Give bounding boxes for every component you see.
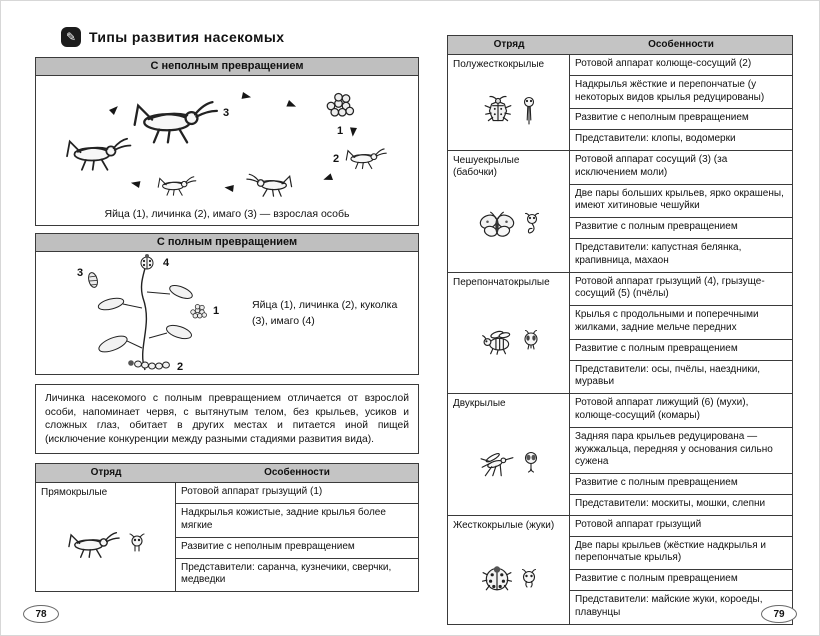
feature-cell: Ротовой аппарат лижущий (6) (мухи), колюще-сосущий (комары) [570, 394, 792, 428]
stage-label-larva: 2 [177, 361, 184, 373]
feature-cell: Представители: осы, пчёлы, наездники, муравьи [575, 363, 761, 388]
feature-cell: Развитие с полным превращением [570, 340, 792, 361]
feature-cell: Представители: клопы, водомерки [575, 133, 736, 145]
life-cycle-incomplete-illustration [36, 76, 418, 206]
proboscis-coil-icon [524, 212, 540, 240]
life-cycle-complete-illustration [36, 252, 246, 374]
piercing-mouthparts-icon [522, 95, 536, 127]
butterfly-icon [478, 211, 516, 241]
col-header-features: Особенности [264, 467, 330, 479]
grasshopper-head-icon [129, 532, 145, 558]
incomplete-caption: Яйца (1), личинка (2), имаго (3) — взрослая особь [104, 208, 350, 220]
feature-cell: Две пары крыльев (жёсткие надкрылья и перепончатые крылья) [570, 537, 792, 571]
feature-cell: Развитие с полным превращением [570, 474, 792, 495]
feature-cell: Представители: капустная белянка, крапивница, махаон [575, 241, 742, 266]
table-header-row [36, 464, 418, 483]
ladybug-icon [481, 563, 513, 593]
grasshopper-icon [67, 529, 121, 561]
orders-table-right [447, 35, 793, 625]
feature-cell: Надкрылья жёсткие и перепончатые (у некоторых видов крылья редуцированы) [570, 76, 792, 110]
left-page [35, 23, 419, 592]
page-number-right: 79 [761, 605, 797, 623]
complete-metamorphosis-panel [35, 233, 419, 375]
stage-label-imago: 3 [223, 107, 230, 119]
feature-cell: Две пары больших крыльев, ярко окрашены, имеют хитиновые чешуйки [570, 185, 792, 219]
table-row-hemiptera [448, 55, 792, 151]
order-name: Чешуекрылые (бабочки) [453, 154, 520, 179]
page-number-left: 78 [23, 605, 59, 623]
fly-head-icon [523, 450, 539, 476]
order-name: Полужесткокрылые [453, 59, 545, 70]
incomplete-metamorphosis-diagram [36, 76, 418, 206]
bee-head-icon [523, 329, 539, 353]
table-row-hymenoptera [448, 273, 792, 395]
incomplete-metamorphosis-panel [35, 57, 419, 226]
feature-cell: Развитие с неполным превращением [176, 538, 418, 559]
table-header-row [448, 36, 792, 55]
table-row-orthoptera [36, 483, 418, 591]
feature-cell: Ротовой аппарат грызущий [570, 516, 792, 537]
panel-header-complete: С полным превращением [36, 234, 418, 252]
page-title: Типы развития насекомых [89, 29, 285, 45]
mosquito-icon [479, 448, 515, 478]
feature-cell: Развитие с полным превращением [570, 218, 792, 239]
col-header-order: Отряд [493, 39, 525, 50]
table-row-coleoptera [448, 516, 792, 624]
stage-label-eggs: 1 [213, 305, 220, 317]
col-header-order: Отряд [90, 467, 122, 479]
complete-metamorphosis-diagram [36, 252, 418, 374]
feature-cell: Надкрылья кожистые, задние крылья более мягкие [176, 504, 418, 538]
beetle-head-icon [521, 566, 537, 590]
col-header-features: Особенности [648, 39, 714, 50]
complete-caption: Яйца (1), личинка (2), куколка (3), имаго (4) [252, 298, 398, 327]
feature-cell: Ротовой аппарат грызущий (1) [176, 483, 418, 504]
feature-cell: Представители: саранча, кузнечики, сверчки, медведки [181, 561, 392, 586]
stage-label-larva: 2 [333, 153, 340, 165]
feature-cell: Представители: москиты, мошки, слепни [575, 497, 766, 509]
shield-bug-icon [482, 95, 514, 127]
section-icon: ✎ [61, 27, 81, 47]
order-name: Перепончатокрылые [453, 276, 550, 288]
feature-cell: Развитие с неполным превращением [570, 109, 792, 130]
bee-icon [479, 327, 515, 355]
orders-table-left [35, 463, 419, 592]
note-text: Личинка насекомого с полным превращением отличается от взрослой особи, напоминает червя, с вытянутым телом, без крыльев, усиков и сложных глаз, обитает в других местах и питается иной пищей (исключение конкуренции между разными стадиями развития вида). [35, 384, 419, 454]
page-title-row [61, 27, 419, 47]
table-row-diptera [448, 394, 792, 516]
stage-label-imago: 4 [163, 257, 170, 269]
order-name: Жесткокрылые (жуки) [453, 519, 555, 531]
right-page [447, 35, 793, 625]
order-name: Прямокрылые [41, 487, 108, 499]
feature-cell: Ротовой аппарат колюще-сосущий (2) [570, 55, 792, 76]
feature-cell: Ротовой аппарат грызущий (4), грызуще-сосущий (5) (пчёлы) [570, 273, 792, 307]
order-name: Двукрылые [453, 398, 506, 410]
feature-cell: Крылья с продольными и поперечными жилками, задние мельче передних [570, 306, 792, 340]
panel-header-incomplete: С неполным превращением [36, 58, 418, 76]
table-row-lepidoptera [448, 151, 792, 273]
stage-label-pupa: 3 [77, 267, 84, 279]
feature-cell: Задняя пара крыльев редуцирована — жужжальца, передняя у основания сильно сужена [570, 428, 792, 474]
feature-cell: Развитие с полным превращением [570, 570, 792, 591]
stage-label-eggs: 1 [337, 125, 344, 137]
feature-cell: Ротовой аппарат сосущий (3) (за исключением моли) [570, 151, 792, 185]
feature-cell: Представители: майские жуки, короеды, плавунцы [575, 593, 763, 618]
